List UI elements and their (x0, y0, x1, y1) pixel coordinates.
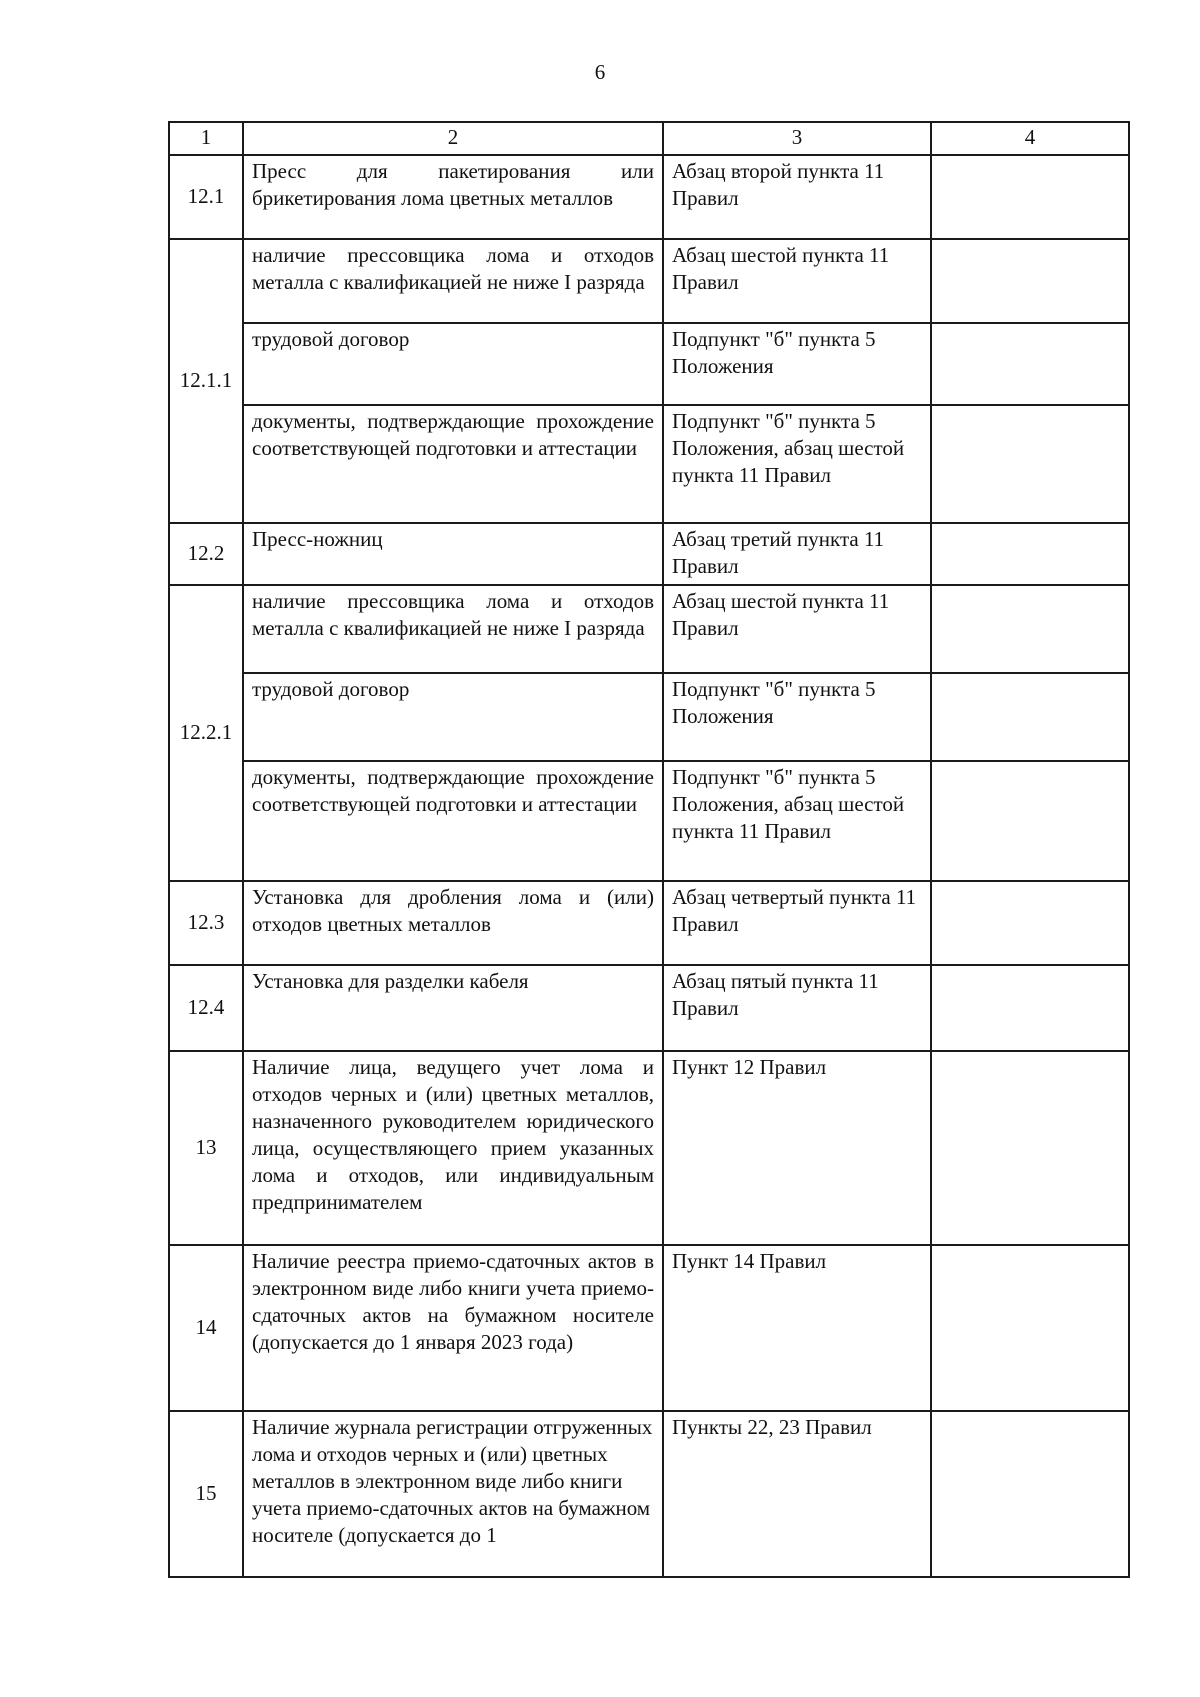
row-number: 12.4 (169, 965, 243, 1051)
basis-cell: Абзац пятый пункта 11 Правил (663, 965, 931, 1051)
requirement-cell: трудовой договор (243, 323, 663, 405)
requirement-cell: Пресс-ножниц (243, 523, 663, 585)
column-header-4: 4 (931, 122, 1129, 155)
table-row (169, 155, 1129, 239)
basis-cell: Абзац шестой пункта 11 Правил (663, 585, 931, 673)
row-number: 12.3 (169, 881, 243, 965)
page-number: 6 (594, 60, 606, 84)
table-row (169, 1245, 1129, 1411)
requirements-table (168, 121, 1130, 1578)
requirement-cell: наличие прессовщика лома и отходов металла с квалификацией не ниже I разряда (243, 239, 663, 323)
row-number: 12.1 (169, 155, 243, 239)
requirement-cell: Пресс для пакетирования или брикетирования лома цветных металлов (243, 155, 663, 239)
notes-cell (931, 405, 1129, 523)
notes-cell (931, 965, 1129, 1051)
requirement-cell: Наличие реестра приемо-сдаточных актов в электронном виде либо книги учета приемо-сдаточных актов на бумажном носителе (допускается до 1 января 2023 года) (243, 1245, 663, 1411)
notes-cell (931, 523, 1129, 585)
notes-cell (931, 1411, 1129, 1577)
basis-cell: Абзац четвертый пункта 11 Правил (663, 881, 931, 965)
basis-cell: Пункты 22, 23 Правил (663, 1411, 931, 1577)
basis-cell: Абзац третий пункта 11 Правил (663, 523, 931, 585)
row-number: 12.2.1 (169, 585, 243, 881)
requirement-cell: трудовой договор (243, 673, 663, 761)
basis-cell: Пункт 14 Правил (663, 1245, 931, 1411)
table-row (169, 523, 1129, 585)
notes-cell (931, 761, 1129, 881)
notes-cell (931, 323, 1129, 405)
table-row (169, 1411, 1129, 1577)
basis-cell: Подпункт "б" пункта 5 Положения, абзац шестой пункта 11 Правил (663, 761, 931, 881)
basis-cell: Подпункт "б" пункта 5 Положения (663, 673, 931, 761)
basis-cell: Абзац шестой пункта 11 Правил (663, 239, 931, 323)
notes-cell (931, 155, 1129, 239)
basis-cell: Пункт 12 Правил (663, 1051, 931, 1245)
basis-cell: Подпункт "б" пункта 5 Положения, абзац шестой пункта 11 Правил (663, 405, 931, 523)
column-header-3: 3 (663, 122, 931, 155)
table-row (169, 965, 1129, 1051)
notes-cell (931, 881, 1129, 965)
requirement-cell: документы, подтверждающие прохождение соответствующей подготовки и аттестации (243, 761, 663, 881)
table-row (169, 673, 1129, 761)
notes-cell (931, 673, 1129, 761)
notes-cell (931, 585, 1129, 673)
requirement-cell: Установка для разделки кабеля (243, 965, 663, 1051)
table-row (169, 761, 1129, 881)
row-number: 13 (169, 1051, 243, 1245)
row-number: 15 (169, 1411, 243, 1577)
table-row (169, 1051, 1129, 1245)
table-row (169, 239, 1129, 323)
requirement-cell: Наличие журнала регистрации отгруженных лома и отходов черных и (или) цветных металлов в электронном виде либо книги учета приемо-сдаточных актов на бумажном носителе (допускается до 1 (243, 1411, 663, 1577)
requirement-cell: документы, подтверждающие прохождение соответствующей подготовки и аттестации (243, 405, 663, 523)
row-number: 14 (169, 1245, 243, 1411)
basis-cell: Абзац второй пункта 11 Правил (663, 155, 931, 239)
notes-cell (931, 1051, 1129, 1245)
table-row (169, 405, 1129, 523)
table-row (169, 585, 1129, 673)
row-number: 12.2 (169, 523, 243, 585)
requirement-cell: наличие прессовщика лома и отходов металла с квалификацией не ниже I разряда (243, 585, 663, 673)
table-row (169, 881, 1129, 965)
column-header-2: 2 (243, 122, 663, 155)
requirement-cell: Установка для дробления лома и (или) отходов цветных металлов (243, 881, 663, 965)
table-row (169, 323, 1129, 405)
basis-cell: Подпункт "б" пункта 5 Положения (663, 323, 931, 405)
column-header-1: 1 (169, 122, 243, 155)
table-header-row (169, 122, 1129, 155)
row-number: 12.1.1 (169, 239, 243, 523)
notes-cell (931, 1245, 1129, 1411)
requirement-cell: Наличие лица, ведущего учет лома и отходов черных и (или) цветных металлов, назначенного руководителем юридического лица, осуществляющего прием указанных лома и отходов, или индивидуальным предпринимателем (243, 1051, 663, 1245)
notes-cell (931, 239, 1129, 323)
